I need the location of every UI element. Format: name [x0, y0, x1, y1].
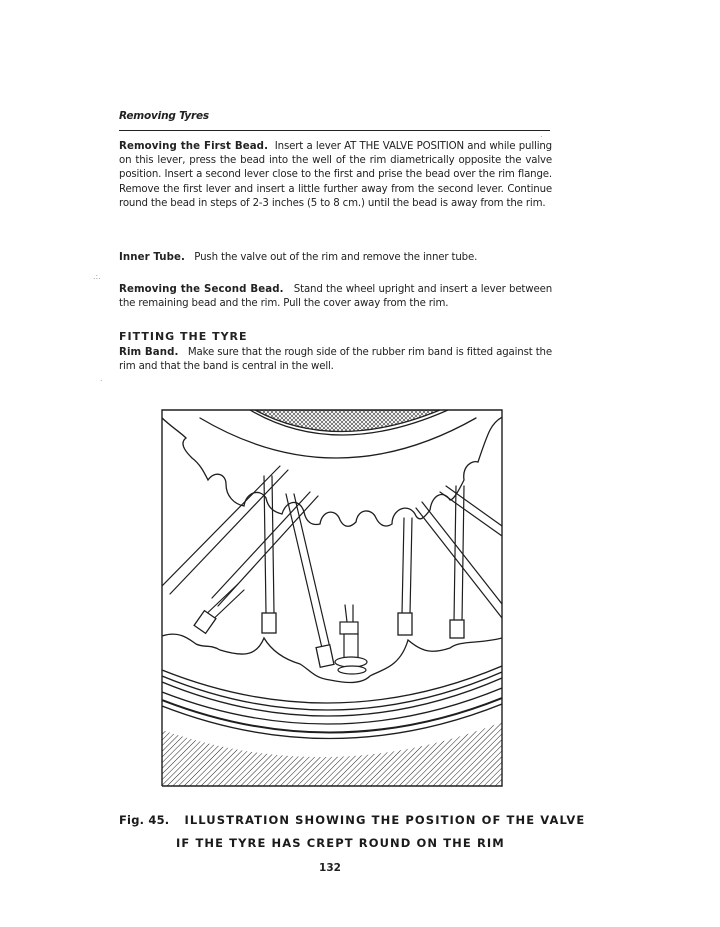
scan-speck: .: [100, 374, 103, 383]
paragraph-body: Stand the wheel upright and insert a lever between the remaining bead and the rim. Pull the cover away from the rim.: [119, 284, 553, 310]
caption-text: ILLUSTRATION SHOWING THE POSITION OF THE VALVE: [184, 813, 586, 827]
section-heading: FITTING THE TYRE: [119, 330, 248, 343]
paragraph-second-bead: [119, 283, 552, 311]
figure-number: Fig. 45.: [119, 813, 170, 827]
page-number: 132: [319, 862, 341, 874]
wheel-illustration: [160, 408, 504, 788]
paragraph-heading: Removing the Second Bead.: [119, 284, 284, 295]
paragraph-body: Make sure that the rough side of the rubber rim band is fitted against the rim and that the band is central in the well.: [119, 347, 552, 373]
running-head: Removing Tyres: [119, 110, 209, 122]
paragraph-first-bead: [119, 140, 552, 211]
header-rule: [119, 130, 550, 131]
paragraph-body: Push the valve out of the rim and remove the inner tube.: [194, 252, 478, 263]
paragraph-inner-tube: [119, 251, 552, 265]
paragraph-heading: Removing the First Bead.: [119, 141, 269, 152]
valve-icon: [335, 605, 367, 674]
paragraph-body: Insert a lever AT THE VALVE POSITION and while pulling on this lever, press the bead into the well of the rim diametrically opposite the valve position. Insert a second lever close to the first and prise the bead over the rim flange. Remove the first lever and insert a little further away from the second lever. Continue round the bead in steps of 2-3 inches (5 to 8 cm.) until the bead is away from the rim.: [119, 141, 552, 209]
wheel-rim-valve-drawing: [160, 408, 504, 788]
paragraph-rim-band: [119, 346, 552, 374]
figure-caption-line-2: IF THE TYRE HAS CREPT ROUND ON THE RIM: [176, 836, 505, 850]
scan-speck: .: [540, 130, 543, 139]
scan-speck: .:.: [93, 272, 101, 281]
figure-caption-line-1: [119, 813, 586, 827]
paragraph-heading: Inner Tube.: [119, 252, 186, 263]
paragraph-heading: Rim Band.: [119, 347, 179, 358]
